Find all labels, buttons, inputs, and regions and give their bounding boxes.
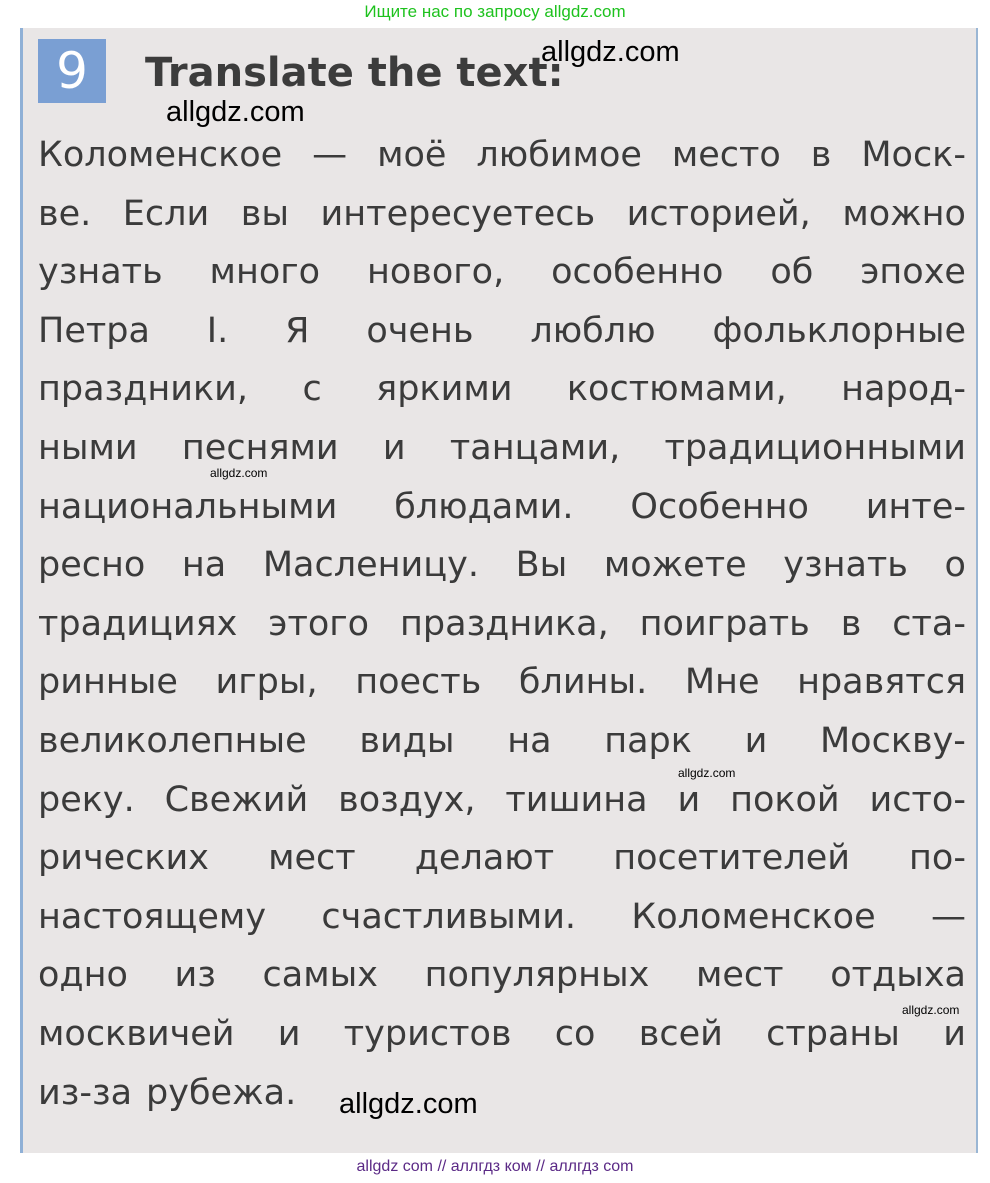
text-word: национальными bbox=[38, 486, 338, 527]
text-word: Коломенское bbox=[631, 896, 876, 937]
watermark-top-right: allgdz.com bbox=[541, 36, 680, 68]
text-word: исто- bbox=[869, 779, 966, 820]
text-word: эпохе bbox=[860, 252, 966, 293]
bottom-banner-link[interactable]: allgdz com // аллгдз ком // аллгдз com bbox=[356, 1158, 634, 1175]
text-word: одно bbox=[38, 955, 128, 996]
text-word: со bbox=[554, 1013, 596, 1054]
text-word: узнать bbox=[783, 545, 908, 586]
text-word: блины. bbox=[518, 662, 648, 703]
text-word: и bbox=[744, 720, 768, 761]
text-word: Моск- bbox=[861, 135, 966, 175]
text-word: фольклорные bbox=[712, 310, 966, 351]
text-word: можете bbox=[603, 545, 747, 586]
text-word: Москву- bbox=[819, 720, 966, 761]
text-line bbox=[38, 243, 966, 302]
text-word: люблю bbox=[530, 310, 656, 351]
text-line bbox=[38, 946, 966, 1005]
text-word: Мне bbox=[684, 662, 760, 703]
exercise-number-badge: 9 bbox=[38, 39, 106, 103]
text-word: моё bbox=[377, 135, 447, 175]
text-line bbox=[38, 1005, 966, 1064]
text-word: тишина bbox=[505, 779, 648, 820]
text-word: о bbox=[944, 545, 966, 586]
text-word: и bbox=[943, 1013, 966, 1054]
text-line bbox=[38, 478, 966, 537]
text-word: в bbox=[840, 603, 862, 644]
text-word: из bbox=[174, 955, 216, 996]
text-word: в bbox=[810, 135, 832, 175]
text-word: счастливыми. bbox=[321, 896, 577, 937]
text-word: нового, bbox=[366, 252, 505, 293]
text-word: и bbox=[382, 427, 406, 468]
text-word: делают bbox=[414, 838, 555, 879]
text-line bbox=[38, 771, 966, 830]
page-edge-stripe bbox=[20, 28, 23, 1153]
text-word: традициях bbox=[38, 603, 238, 644]
text-line bbox=[38, 185, 966, 244]
text-word: историей, bbox=[626, 193, 811, 234]
text-word: посетителей bbox=[613, 838, 850, 879]
text-word: Масленицу. bbox=[262, 545, 479, 586]
text-word: страны bbox=[766, 1013, 900, 1054]
text-word: рубежа. bbox=[146, 1072, 297, 1113]
text-word: по- bbox=[909, 838, 966, 879]
text-word: вы bbox=[240, 193, 290, 234]
text-word: на bbox=[507, 720, 552, 761]
text-word: любимое bbox=[476, 135, 642, 175]
text-word: мест bbox=[696, 955, 784, 996]
text-word: и bbox=[277, 1013, 301, 1054]
text-word: песнями bbox=[181, 427, 339, 468]
text-word: с bbox=[302, 369, 322, 410]
text-word: Особенно bbox=[630, 486, 809, 527]
text-word: об bbox=[770, 252, 814, 293]
text-word: Коломенское bbox=[38, 135, 283, 175]
text-word: воздух, bbox=[338, 779, 476, 820]
text-word: праздники, bbox=[38, 369, 248, 410]
text-word: народ- bbox=[841, 369, 966, 410]
text-line bbox=[38, 302, 966, 361]
text-line bbox=[38, 888, 966, 947]
text-line bbox=[38, 829, 966, 888]
text-word: ста- bbox=[892, 603, 966, 644]
watermark-small-right: allgdz.com bbox=[902, 1003, 960, 1017]
text-word: Свежий bbox=[164, 779, 309, 820]
text-word: Вы bbox=[515, 545, 568, 586]
text-word: отдыха bbox=[830, 955, 966, 996]
text-word: Я bbox=[285, 310, 310, 351]
text-word: Петра bbox=[38, 310, 150, 351]
text-word: поесть bbox=[355, 662, 482, 703]
text-word: самых bbox=[262, 955, 378, 996]
text-line bbox=[38, 653, 966, 712]
text-word: рических bbox=[38, 838, 210, 879]
text-line bbox=[38, 712, 966, 771]
text-line bbox=[38, 360, 966, 419]
text-line bbox=[38, 595, 966, 654]
text-word: нравятся bbox=[797, 662, 966, 703]
text-word: костюмами, bbox=[566, 369, 787, 410]
text-word: из-за bbox=[38, 1072, 133, 1113]
text-line bbox=[38, 126, 966, 185]
text-word: поиграть bbox=[639, 603, 810, 644]
watermark-small-middle: allgdz.com bbox=[678, 766, 736, 780]
watermark-under-heading: allgdz.com bbox=[166, 96, 305, 128]
text-word: блюдами. bbox=[394, 486, 574, 527]
text-word: популярных bbox=[424, 955, 650, 996]
text-word: парк bbox=[604, 720, 692, 761]
text-word: ве. bbox=[38, 193, 92, 234]
textbook-page bbox=[20, 28, 978, 1153]
text-word: праздника, bbox=[400, 603, 609, 644]
watermark-small-left: allgdz.com bbox=[210, 466, 268, 480]
text-word: виды bbox=[359, 720, 455, 761]
text-word: мест bbox=[268, 838, 356, 879]
text-word: яркими bbox=[376, 369, 513, 410]
text-word: узнать bbox=[38, 252, 163, 293]
watermark-bottom: allgdz.com bbox=[339, 1088, 478, 1120]
text-word: великолепные bbox=[38, 720, 307, 761]
text-word: туристов bbox=[343, 1013, 512, 1054]
text-word: интересуетесь bbox=[320, 193, 596, 234]
text-word: и bbox=[677, 779, 701, 820]
text-word: много bbox=[209, 252, 321, 293]
text-word: этого bbox=[268, 603, 370, 644]
text-word: на bbox=[181, 545, 227, 586]
exercise-text bbox=[38, 126, 966, 1122]
text-word: игры, bbox=[215, 662, 318, 703]
text-line bbox=[38, 1064, 966, 1123]
text-word: Если bbox=[122, 193, 210, 234]
exercise-heading: Translate the text: bbox=[145, 50, 564, 96]
text-word: реку. bbox=[38, 779, 135, 820]
text-word: ными bbox=[38, 427, 138, 468]
text-word: покой bbox=[730, 779, 840, 820]
text-word: особенно bbox=[551, 252, 724, 293]
text-word: настоящему bbox=[38, 896, 267, 937]
text-word: всей bbox=[638, 1013, 723, 1054]
text-word: инте- bbox=[865, 486, 966, 527]
text-line bbox=[38, 419, 966, 478]
text-word: очень bbox=[366, 310, 474, 351]
text-word: москвичей bbox=[38, 1013, 235, 1054]
text-word: ринные bbox=[38, 662, 178, 703]
text-word: традиционными bbox=[664, 427, 966, 468]
text-word: — bbox=[930, 896, 966, 937]
text-line bbox=[38, 536, 966, 595]
text-word: можно bbox=[842, 193, 966, 234]
text-word: ресно bbox=[38, 545, 146, 586]
text-word: I. bbox=[206, 310, 229, 351]
text-word: — bbox=[312, 135, 348, 175]
text-word: место bbox=[671, 135, 781, 175]
text-word: танцами, bbox=[449, 427, 621, 468]
top-banner-link[interactable]: Ищите нас по запросу allgdz.com bbox=[364, 2, 626, 21]
